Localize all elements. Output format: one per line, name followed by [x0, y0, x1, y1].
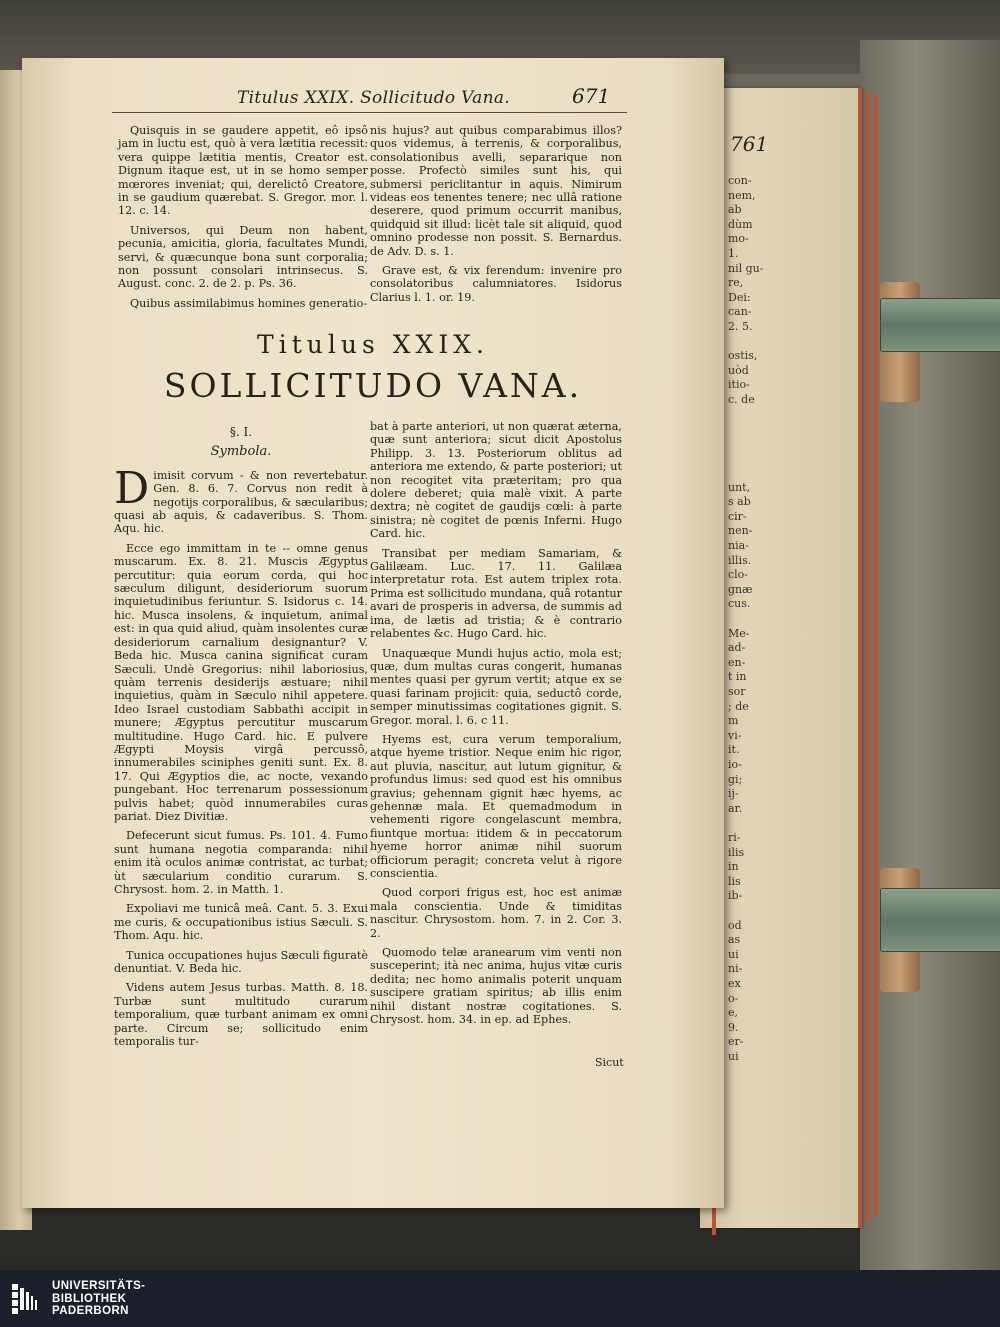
underlying-line: Me-: [728, 626, 750, 640]
underlying-line: cir-: [728, 509, 747, 523]
library-name-line: BIBLIOTHEK: [52, 1292, 127, 1305]
header-rule: [112, 112, 627, 113]
page-edge-red: [874, 96, 877, 1216]
underlying-line: unt,: [728, 480, 751, 494]
underlying-line: nia-: [728, 539, 749, 552]
underlying-line: gi;: [728, 772, 743, 786]
catchword: Sicut: [595, 1056, 624, 1069]
first-paragraph: [114, 462, 368, 536]
underlying-line: ni-: [728, 962, 743, 976]
chapter-subtitle: SOLLICITUDO VANA.: [163, 366, 583, 405]
underlying-line: it.: [728, 743, 740, 757]
main-page: [22, 58, 724, 1208]
library-name-line: PADERBORN: [52, 1305, 129, 1317]
underlying-line: ab: [728, 203, 742, 217]
underlying-line: uòd: [728, 363, 749, 377]
paragraph: Ecce ego immittam in te -- omne genus muscarum. Ex. 8. 21. Muscis Ægyptus percutitur: quia eorum corda, qui hoc sæculum diligunt, desideriorum suorum inquietudinibus feriuntur. S. Isidorus c. 14. hic. Musca insolens, & inquietum, animal est: in qua quid aliud, quàm insolentes curæ desideriorum carnalium designantur? V. Beda hic. Musca canina significat curam Sæculi. Undè Gregorius: nihil laboriosius, quàm terrenis desiderijs æstuare; nihil inquietius, quàm in Sæculo nihil appetere. Ideo Israel custodiam Sabbathi accipit in munere; Ægyptus percutitur muscarum multitudine. Hugo Card. hic. E pulvere Ægypti Moysis virgâ percussô, innumerabiles sciniphes geniti sunt. Ex. 8. 17. Qui Ægyptios die, ac nocte, vexando pungebant. Hoc terrenarum possessionum pulvis habet; quòd innumerabiles curas pariat. Diez Divitiæ.: [114, 541, 368, 823]
underlying-line: nem,: [728, 188, 756, 202]
library-name-line: UNIVERSITÄTS-: [52, 1280, 146, 1292]
underlying-line: o-: [728, 991, 739, 1005]
paragraph: Universos, qui Deum non habent, pecunia, amicitia, gloria, facultates Mundi, servi, & quæcunque bona sunt corporalia; non possunt consolari intrinsecus. S. August. conc. 2. de 2. p. Ps. 36.: [118, 223, 368, 291]
paragraph: Quod corpori frigus est, hoc est animæ mala conscientia. Unde & timiditas nascitur. Chrysostom. hom. 7. in 2. Cor. 3. 2.: [370, 886, 622, 940]
underlying-line: dùm: [728, 217, 753, 231]
book-cover-right: [860, 40, 1000, 1270]
underlying-line: er-: [728, 1035, 744, 1049]
right-top-column: [370, 124, 622, 310]
underlying-line: ij-: [728, 787, 739, 801]
underlying-line: ; de: [728, 699, 749, 713]
library-footer: [0, 1270, 1000, 1327]
paragraph: Quomodo telæ aranearum vim venti non susceperint; ità nec anima, hujus vitæ curis dedita; nec homo animalis poterit unquam suscipere gratiam spiritus; ab illis enim nihil distant nostræ cogitationes. S. Chrysost. hom. 34. in ep. ad Ephes.: [370, 946, 622, 1027]
underlying-line: as: [728, 933, 741, 947]
drop-cap: D: [114, 462, 150, 514]
paragraph: Tunica occupationes hujus Sæculi figuratè denuntiat. V. Beda hic.: [114, 948, 368, 976]
underlying-line: io-: [728, 758, 742, 771]
underlying-line: Dei:: [728, 290, 751, 304]
paragraph: Expoliavi me tunicâ meâ. Cant. 5. 3. Exui me curis, & occupationibus istius Sæculi. S. Thom. Aqu. hic.: [114, 902, 368, 943]
underlying-line: mo-: [728, 232, 749, 246]
underlying-line: itio-: [728, 378, 750, 392]
underlying-line: ilis: [728, 845, 745, 859]
underlying-line: s ab: [728, 495, 751, 509]
underlying-line: od: [728, 918, 742, 932]
right-body-column: [370, 420, 622, 1032]
underlying-line: nen-: [728, 524, 753, 538]
first-paragraph-text: imisit corvum - & non revertebatur. Gen. 8. 6. 7. Corvus non redit à negotijs corporalibus, & sæcularibus; quasi ab aquis, & cadaveribus. S. Thom. Aqu. hic.: [114, 468, 368, 536]
paragraph: Hyems est, cura verum temporalium, atque hyeme tristior. Neque enim hic rigor, aut pluvia, nascitur, aut lutum gignitur, & profundus limus: sed quod est his omnibus gravius; gehennam gignit hæc hyems, ac gehennæ mala. Et quemadmodum in vehementi rigore congelascunt membra, fiuntque mortua: itidem & in peccatorum hyeme horror animæ nihil suorum officiorum peragit; concreta velut à rigore conscientia.: [370, 732, 622, 880]
underlying-line: lis: [728, 874, 741, 888]
paragraph: Unaquæque Mundi hujus actio, mola est; quæ, dum multas curas congerit, humanas mentes quasi per gyrum vertit; atque ex se quasi farinam projicit: quia, seductô corde, semper minutissimas cogitationes gignit. S. Gregor. moral. l. 6. c 11.: [370, 646, 622, 727]
underlying-line: sor: [728, 685, 746, 698]
underlying-line: 2. 5.: [728, 320, 753, 333]
underlying-line: ui: [728, 947, 739, 961]
underlying-line: gnæ: [728, 582, 753, 596]
paragraph: Quisquis in se gaudere appetit, eô ipsô jam in luctu est, quò à vera lætitia recessit: vera quippe lætitia mentis, Creator est. Dignum itaque est, ut in se homo semper mœrores inveniat; qui, derelictô Creatore, in se gaudium quærebat. S. Gregor. mor. l. 12. c. 14.: [118, 124, 368, 218]
book-clasp-upper: [880, 298, 1000, 352]
chapter-title: Titulus XXIX.: [257, 330, 489, 359]
underlying-line: clo-: [728, 568, 749, 582]
underlying-line: re,: [728, 276, 744, 290]
page-number: 671: [572, 84, 611, 108]
underlying-line: nil gu-: [728, 261, 764, 275]
page-edge-red: [858, 88, 862, 1228]
section-title: Symbola.: [210, 444, 272, 460]
paragraph: nis hujus? aut quibus comparabimus illos? quos videmus, à terrenis, & corporalibus, consolationibus avelli, separarique non posse. Profectò similes sunt his, qui submersi periclitantur in aquis. Nimirum videas eos tenentes tenere; nec ullâ ratione deserere, quod primum occurrit manibus, quidquid sit illud: licèt tale sit aliquid, quod omnino prodesse non possit. S. Bernardus. de Adv. D. s. 1.: [370, 124, 622, 258]
paragraph: Grave est, & vix ferendum: invenire pro consolatoribus calumniatores. Isidorus Clarius l. 1. or. 19.: [370, 264, 622, 304]
underlying-line: can-: [728, 305, 752, 319]
underlying-page-number: 761: [730, 132, 769, 156]
underlying-line: cus.: [728, 597, 751, 611]
underlying-line: 9.: [728, 1020, 739, 1034]
paragraph: Videns autem Jesus turbas. Matth. 8. 18. Turbæ sunt multitudo curarum temporalium, quæ turbant animam ex omni parte. Circum se; sollicitudo enim temporalis tur-: [114, 981, 368, 1049]
underlying-line: 1.: [728, 247, 739, 260]
section-mark: §. I.: [229, 425, 253, 439]
underlying-line: vi-: [728, 728, 742, 742]
left-top-column: [118, 124, 368, 316]
left-body-column: [114, 420, 368, 1054]
underlying-line: m: [728, 714, 739, 728]
underlying-line: en-: [728, 655, 746, 669]
underlying-line: ib-: [728, 889, 743, 903]
underlying-line: ui: [728, 1050, 739, 1063]
page-edge-red: [866, 92, 869, 1222]
library-name: [52, 1280, 145, 1318]
underlying-line: ex: [728, 977, 741, 990]
underlying-line: t in: [728, 670, 747, 684]
underlying-line: illis.: [728, 553, 752, 567]
underlying-line: ar.: [728, 801, 743, 815]
book-clasp-lower: [880, 888, 1000, 952]
paragraph: Defecerunt sicut fumus. Ps. 101. 4. Fumo sunt humana negotia comparanda: nihil enim ità oculos animæ contristat, ac turbat; ùt sæcularium conditio curarum. S. Chrysost. hom. 2. in Matth. 1.: [114, 829, 368, 896]
underlying-line: ad-: [728, 641, 746, 655]
underlying-line: con-: [728, 174, 752, 187]
underlying-line: e,: [728, 1006, 739, 1020]
underlying-line: c. de: [728, 393, 755, 406]
paragraph: Transibat per mediam Samariam, & Galilæam. Luc. 17. 11. Galilæa interpretatur rota. Est autem triplex rota. Prima est sollicitudo mundana, quâ rotantur avari de prosperis in adversa, de summis ad ima, de lætis ad tristia; & è contrario relabentes &c. Hugo Card. hic.: [370, 546, 622, 641]
underlying-page: [700, 88, 860, 1228]
underlying-line: ri-: [728, 831, 741, 844]
running-head: Titulus XXIX. Sollicitudo Vana.: [237, 88, 510, 108]
university-logo-icon: [12, 1284, 44, 1314]
paragraph: bat à parte anteriori, ut non quærat æterna, quæ sunt anteriora; sicut dicit Apostolus Philipp. 3. 13. Posteriorum oblitus ad anteriora me extendo, & parte posteriori; ut non recogitet vita præteritam; pro qua dolere deberet; quia malè vixit. A parte dextra; nè cogitet de gaudijs cœli: à parte sinistra; nè cogitet de pœnis Inferni. Hugo Card. hic.: [370, 420, 622, 541]
underlying-line: in: [728, 860, 739, 874]
paragraph: Quibus assimilabimus homines generatio-: [130, 296, 368, 310]
underlying-line: ostis,: [728, 349, 758, 363]
